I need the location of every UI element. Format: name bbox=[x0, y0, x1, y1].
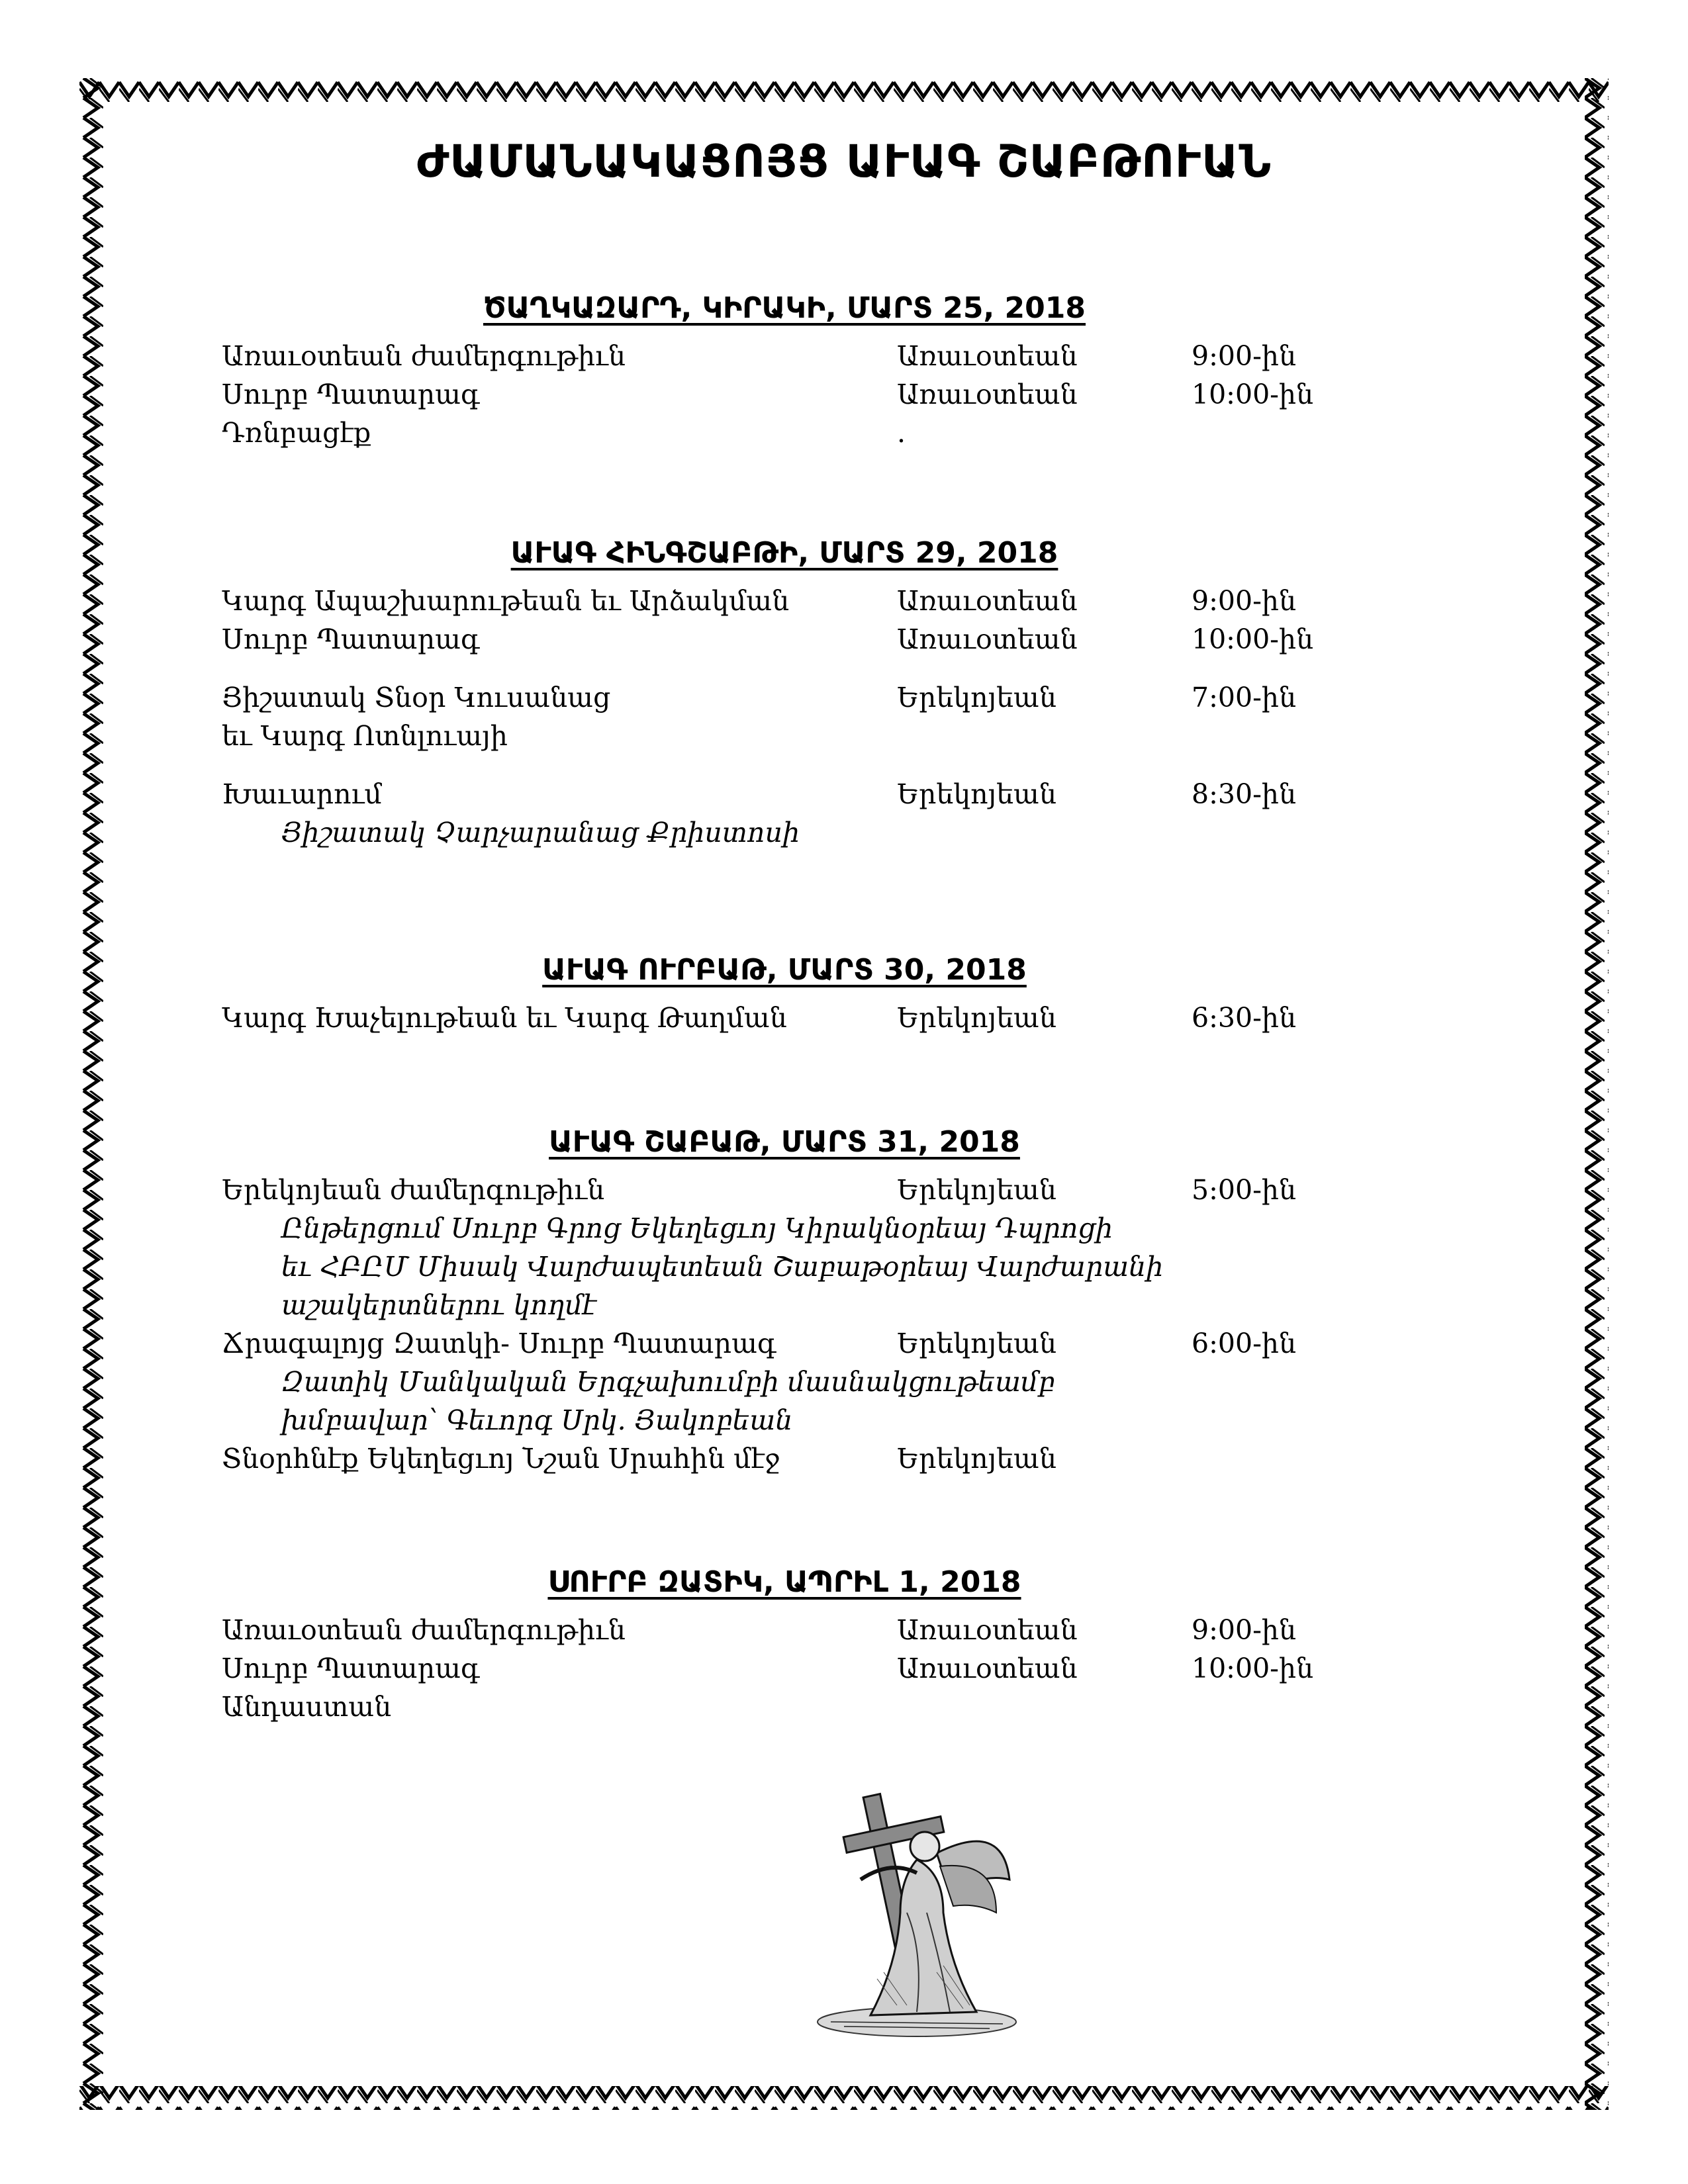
service-note: աշակերտներու կողմէ bbox=[281, 1289, 597, 1321]
service-period: Առաւօտեան bbox=[897, 1614, 1078, 1646]
service-period: Երեկոյեան bbox=[897, 1002, 1056, 1034]
schedule-row bbox=[222, 1611, 1347, 1649]
service-period: Երեկոյեան bbox=[897, 1328, 1056, 1359]
service-period: Երեկոյեան bbox=[897, 1443, 1056, 1475]
service-period: Երեկոյեան bbox=[897, 682, 1056, 713]
schedule-row bbox=[222, 1649, 1347, 1688]
schedule-row bbox=[222, 999, 1347, 1037]
service-name: Ճրագալոյց Զատկի- Սուրբ Պատարագ bbox=[222, 1328, 776, 1359]
service-period: . bbox=[897, 417, 906, 449]
section-heading: ԱՒԱԳ ՀԻՆԳՇԱԲԹԻ, ՄԱՐՏ 29, 2018 bbox=[510, 536, 1058, 570]
section-heading: ՍՈՒՐԲ ԶԱՏԻԿ, ԱՊՐԻԼ 1, 2018 bbox=[547, 1565, 1021, 1599]
service-time: 10:00-ին bbox=[1192, 379, 1314, 410]
section-good-friday bbox=[222, 953, 1347, 1037]
service-name: Սուրբ Պատարագ bbox=[222, 623, 480, 655]
service-note: Յիշատակ Չարչարանաց Քրիստոսի bbox=[281, 817, 800, 848]
service-period: Առաւօտեան bbox=[897, 379, 1078, 410]
angel-with-cross-illustration bbox=[784, 1780, 1049, 2045]
section-heading: ԱՒԱԳ ՈՒՐԲԱԹ, ՄԱՐՏ 30, 2018 bbox=[542, 953, 1027, 987]
service-note: Զատիկ Մանկական Երգչախումբի մասնակցութեամբ bbox=[281, 1366, 1055, 1398]
section-heading: ԾԱՂԿԱԶԱՐԴ, ԿԻՐԱԿԻ, ՄԱՐՏ 25, 2018 bbox=[483, 291, 1086, 325]
service-time: 9:00-ին bbox=[1192, 1614, 1297, 1646]
schedule-row bbox=[222, 678, 1347, 717]
service-time: 6:00-ին bbox=[1192, 1328, 1297, 1359]
schedule-row bbox=[222, 1688, 1347, 1726]
service-note: եւ ՀԲԸՄ Միսակ Վարժապետեան Շաբաթօրեայ Վարժարանի bbox=[281, 1251, 1164, 1283]
service-period: Երեկոյեան bbox=[897, 1174, 1056, 1206]
service-period: Առաւօտեան bbox=[897, 585, 1078, 617]
service-time: 9:00-ին bbox=[1192, 585, 1297, 617]
section-palm-sunday bbox=[222, 291, 1347, 452]
schedule-row bbox=[222, 414, 1347, 452]
service-period: Առաւօտեան bbox=[897, 1653, 1078, 1684]
service-name: Յիշատակ Տնօր Կուսանաց bbox=[222, 682, 611, 713]
section-holy-saturday bbox=[222, 1125, 1347, 1478]
service-note: խմբավար՝ Գեւորգ Սրկ. Յակոբեան bbox=[281, 1404, 793, 1436]
service-name: Անդաստան bbox=[222, 1691, 392, 1723]
section-easter-sunday bbox=[222, 1565, 1347, 1726]
section-heading: ԱՒԱԳ ՇԱԲԱԹ, ՄԱՐՏ 31, 2018 bbox=[549, 1125, 1020, 1159]
schedule-row bbox=[222, 375, 1347, 414]
schedule-row bbox=[222, 582, 1347, 620]
service-name: Խաւարում bbox=[222, 778, 382, 810]
service-note: Ընթերցում Սուրբ Գրոց Եկեղեցւոյ Կիրակնօրեայ Դպրոցի bbox=[281, 1212, 1113, 1244]
schedule-row bbox=[222, 775, 1347, 813]
service-name: Տնօրհնէք Եկեղեցւոյ Նշան Սրահին մէջ bbox=[222, 1443, 780, 1475]
service-time: 6:30-ին bbox=[1192, 1002, 1297, 1034]
service-time: 7:00-ին bbox=[1192, 682, 1297, 713]
schedule-row bbox=[222, 1324, 1347, 1363]
service-name: Կարգ Խաչելութեան եւ Կարգ Թաղման bbox=[222, 1002, 787, 1034]
schedule-row bbox=[222, 620, 1347, 659]
schedule-row bbox=[222, 1439, 1347, 1478]
schedule-row bbox=[222, 717, 1347, 755]
service-name: Երեկոյեան ժամերգութիւն bbox=[222, 1174, 605, 1206]
section-holy-thursday bbox=[222, 536, 1347, 852]
service-name: Առաւօտեան ժամերգութիւն bbox=[222, 1614, 626, 1646]
schedule-row bbox=[222, 1171, 1347, 1209]
service-time: 8:30-ին bbox=[1192, 778, 1297, 810]
service-time: 9:00-ին bbox=[1192, 340, 1297, 372]
service-name: Սուրբ Պատարագ bbox=[222, 379, 480, 410]
page-title: ԺԱՄԱՆԱԿԱՑՈՅՑ ԱՒԱԳ ՇԱԲԹՈՒԱՆ bbox=[416, 136, 1272, 188]
service-name: Սուրբ Պատարագ bbox=[222, 1653, 480, 1684]
service-time: 10:00-ին bbox=[1192, 1653, 1314, 1684]
service-name: եւ Կարգ Ոտնլուայի bbox=[222, 720, 508, 752]
service-name: Դռնբացէք bbox=[222, 417, 371, 449]
service-time: 10:00-ին bbox=[1192, 623, 1314, 655]
service-period: Առաւօտեան bbox=[897, 623, 1078, 655]
schedule-row bbox=[222, 337, 1347, 375]
service-time: 5:00-ին bbox=[1192, 1174, 1297, 1206]
service-period: Երեկոյեան bbox=[897, 778, 1056, 810]
service-name: Առաւօտեան ժամերգութիւն bbox=[222, 340, 626, 372]
service-name: Կարգ Ապաշխարութեան եւ Արձակման bbox=[222, 585, 790, 617]
service-period: Առաւօտեան bbox=[897, 340, 1078, 372]
